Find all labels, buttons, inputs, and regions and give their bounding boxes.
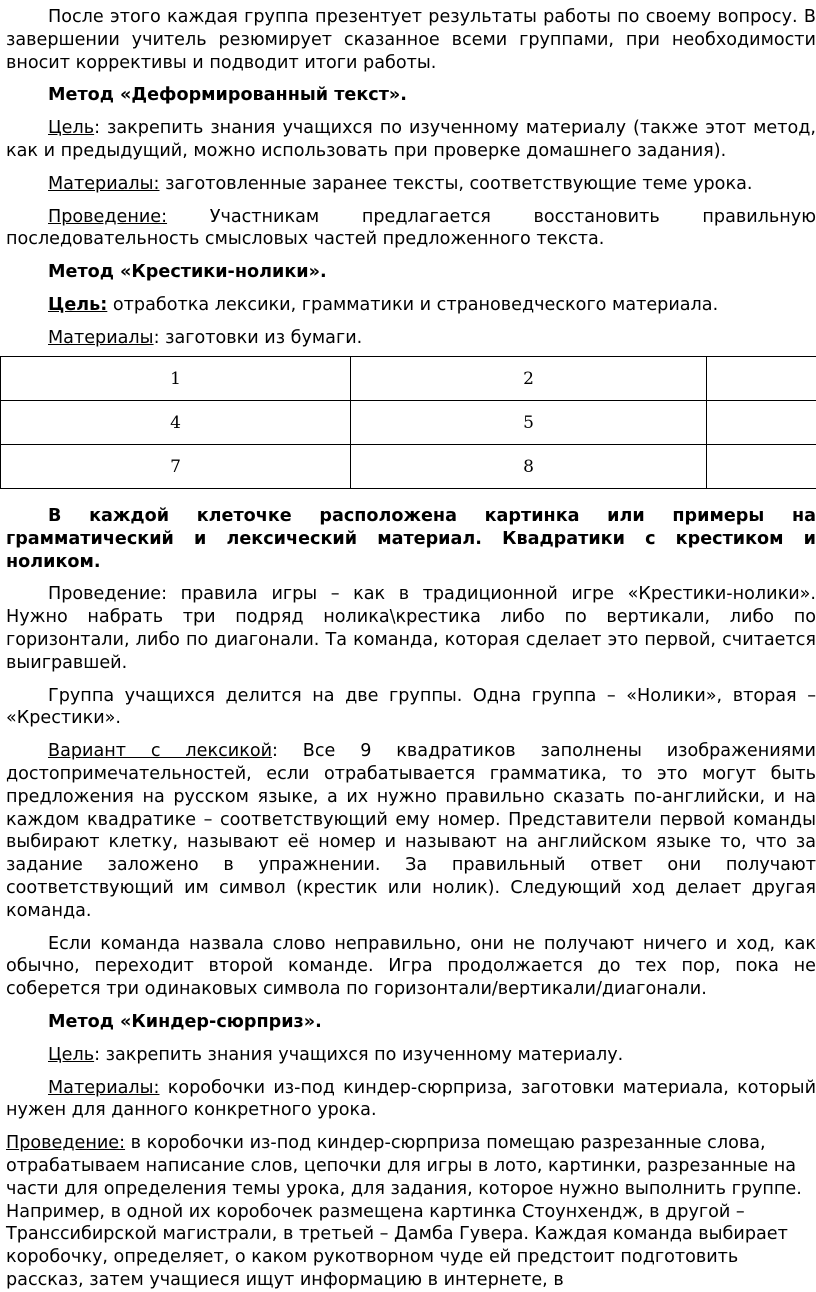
grid-cell — [707, 401, 816, 445]
kinder-procedure-paragraph — [6, 1132, 816, 1292]
grid-row — [1, 445, 816, 489]
procedure-label: Проведение: — [48, 207, 167, 227]
procedure-text: в коробочки из-под киндер-сюрприза помещаю разрезанные слова, отрабатываем написание слов, цепочки для игры в лото, картинки, разрезанные на части для определения темы урока, для задания, которое нужно выполнить группе. Например, в одной их коробочек размещена картинка Стоунхендж, в другой – Транссибирской магистрали, в третьей – Дамба Гувера. Каждая команда выбирает коробочку, определяет, о каком рукотворном чуде ей предстоит подготовить рассказ, затем учащиеся ищут информацию в интернете, в — [6, 1133, 802, 1290]
tictactoe-goal-paragraph — [6, 294, 816, 317]
materials-label: Материалы — [48, 328, 154, 348]
kinder-heading: Метод «Киндер-сюрприз». — [6, 1011, 816, 1034]
grid-cell: 8 — [351, 445, 707, 489]
grid-cell: 2 — [351, 357, 707, 401]
procedure-text: Участникам предлагается восстановить правильную последовательность смысловых частей предложенного текста. — [6, 207, 816, 250]
goal-label: Цель: — [48, 295, 107, 315]
wrong-answer-paragraph: Если команда назвала слово неправильно, они не получают ничего и ход, как обычно, переходит второй команде. Игра продолжается до тех пор, пока не соберется три одинаковых символа по горизонтали/вертикали/диагонали. — [6, 933, 816, 1001]
cell-note-paragraph: В каждой клеточке расположена картинка или примеры на грамматический и лексический материал. Квадратики с крестиком и ноликом. — [6, 505, 816, 573]
grid-cell: 4 — [1, 401, 351, 445]
materials-text: заготовленные заранее тексты, соответствующие теме урока. — [159, 174, 752, 194]
materials-label: Материалы: — [48, 1078, 159, 1098]
grid-row — [1, 401, 816, 445]
document-page-continued — [6, 505, 816, 1292]
kinder-goal-paragraph — [6, 1044, 816, 1067]
variant-text: : Все 9 квадратиков заполнены изображениями достопримечательностей, если отрабатывается грамматика, то это могут быть предложения на русском языке, а их нужно правильно сказать по-английски, и на каждом квадратике – соответствующий ему номер. Представители первой команды выбирают клетку, называют её номер и называют на английском языке то, что за задание заложено в упражнении. За правильный ответ они получают соответствующий им символ (крестик или нолик). Следующий ход делает другая команда. — [6, 741, 816, 921]
materials-text: : заготовки из бумаги. — [154, 328, 363, 348]
variant-paragraph — [6, 740, 816, 922]
grid-cell — [707, 445, 816, 489]
intro-paragraph: После этого каждая группа презентует результаты работы по своему вопросу. В завершении учитель резюмирует сказанное всеми группами, при необходимости вносит коррективы и подводит итоги работы. — [6, 6, 816, 74]
kinder-materials-paragraph — [6, 1077, 816, 1123]
materials-text: коробочки из-под киндер-сюрприза, заготовки материала, который нужен для данного конкретного урока. — [6, 1078, 816, 1121]
goal-text: : закрепить знания учащихся по изученному материалу. — [94, 1045, 623, 1065]
groups-paragraph: Группа учащихся делится на две группы. Одна группа – «Нолики», вторая – «Крестики». — [6, 685, 816, 731]
grid-cell: 7 — [1, 445, 351, 489]
goal-label: Цель — [48, 118, 94, 138]
tictactoe-materials-paragraph — [6, 327, 816, 350]
tictactoe-heading: Метод «Крестики-нолики». — [6, 261, 816, 284]
grid-row — [1, 357, 816, 401]
materials-label: Материалы: — [48, 174, 159, 194]
goal-label: Цель — [48, 1045, 94, 1065]
tictactoe-grid — [0, 356, 816, 489]
document-page — [6, 6, 816, 351]
grid-cell: 5 — [351, 401, 707, 445]
grid-cell — [707, 357, 816, 401]
deformed-materials-paragraph — [6, 173, 816, 196]
goal-text: отработка лексики, грамматики и страноведческого материала. — [107, 295, 718, 315]
deformed-procedure-paragraph — [6, 206, 816, 252]
deformed-goal-paragraph — [6, 117, 816, 163]
deformed-text-heading: Метод «Деформированный текст». — [6, 84, 816, 107]
goal-text: : закрепить знания учащихся по изученному материалу (также этот метод, как и предыдущий, можно использовать при проверке домашнего задания). — [6, 118, 816, 161]
grid-cell: 1 — [1, 357, 351, 401]
variant-label: Вариант с лексикой — [48, 741, 272, 761]
rules-paragraph: Проведение: правила игры – как в традиционной игре «Крестики-нолики». Нужно набрать три подряд нолика\крестика либо по вертикали, либо по горизонтали, либо по диагонали. Та команда, которая сделает это первой, считается выигравшей. — [6, 583, 816, 674]
procedure-label: Проведение: — [6, 1133, 125, 1153]
